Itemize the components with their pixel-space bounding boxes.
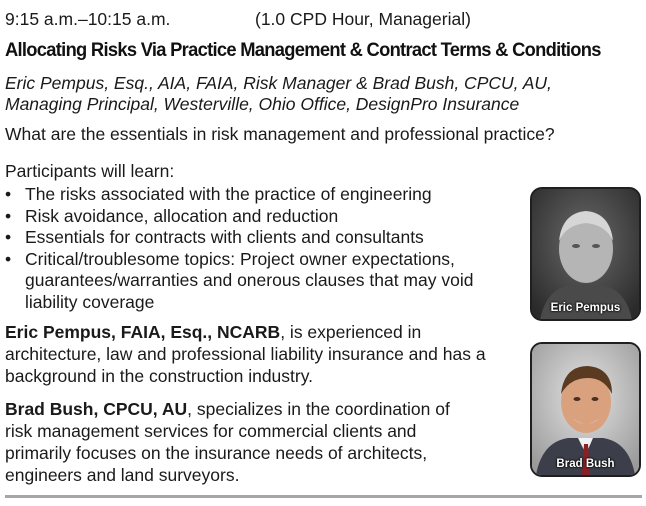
portrait-silhouette-icon [532,344,639,475]
bio-brad-bush [5,398,475,486]
learning-objective: • Critical/troublesome topics: Project owner expectations, guarantees/warranties and onerous clauses that may void liability coverage [5,249,510,314]
session-speakers [5,73,615,115]
section-divider [5,495,642,498]
speakers-line-2: Managing Principal, Westerville, Ohio Office, DesignPro Insurance [5,94,520,114]
session-question: What are the essentials in risk management and professional practice? [5,124,555,144]
session-time: 9:15 a.m.–10:15 a.m. [5,9,171,29]
session-title: Allocating Risks Via Practice Management & Contract Terms & Conditions [5,39,601,61]
bio-text: , is experienced in architecture, law and professional liability insurance and has a background in the construction industry. [5,322,486,386]
session-credit: (1.0 CPD Hour, Managerial) [255,9,471,29]
bio-text: , specializes in the coordination of risk management services for commercial clients and primarily focuses on the insurance needs of architects, engineers and land surveyors. [5,399,450,485]
learning-objective: • Risk avoidance, allocation and reduction [5,206,510,228]
learning-objectives-list [5,184,510,313]
learning-objective: • Essentials for contracts with clients and consultants [5,227,510,249]
bio-name: Brad Bush, CPCU, AU [5,399,188,419]
photo-caption: Brad Bush [556,458,615,470]
bio-eric-pempus [5,321,515,387]
learning-intro: Participants will learn: [5,161,175,181]
speaker-photo-brad-bush [530,342,641,477]
portrait-silhouette-icon [532,189,639,320]
session-time-row [5,9,471,30]
learning-objective: • The risks associated with the practice of engineering [5,184,510,206]
speaker-photo-eric-pempus [530,187,641,321]
speakers-line-1: Eric Pempus, Esq., AIA, FAIA, Risk Manager & Brad Bush, CPCU, AU, [5,73,552,93]
bio-name: Eric Pempus, FAIA, Esq., NCARB [5,322,281,342]
photo-caption: Eric Pempus [550,302,621,314]
